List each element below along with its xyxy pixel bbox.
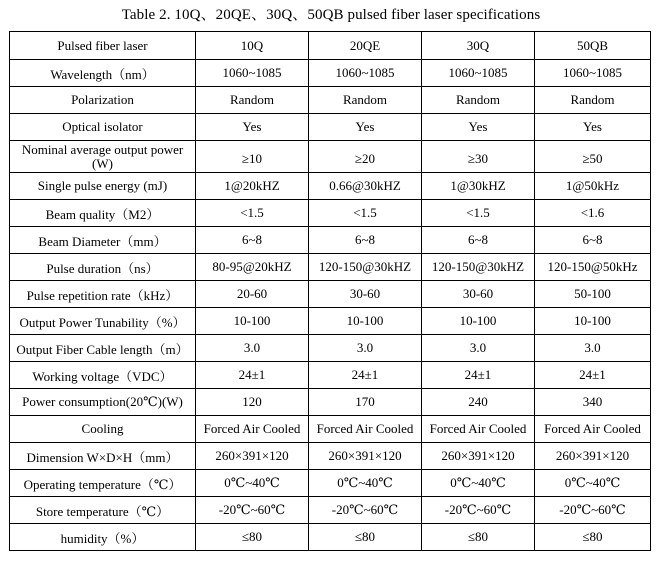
- table-cell: <1.5: [422, 200, 535, 227]
- table-row: [10, 87, 651, 114]
- table-cell: 30-60: [309, 281, 422, 308]
- header-cell-50qb: 50QB: [535, 32, 651, 60]
- table-cell: 24±1: [535, 362, 651, 389]
- table-cell: ≥20: [309, 141, 422, 173]
- specifications-table: [9, 31, 651, 551]
- table-cell: ≤80: [309, 524, 422, 551]
- row-label: Polarization: [10, 87, 196, 114]
- table-cell: -20℃~60℃: [422, 497, 535, 524]
- table-cell: Forced Air Cooled: [422, 416, 535, 443]
- table-cell: Random: [535, 87, 651, 114]
- table-cell: 24±1: [196, 362, 309, 389]
- table-row: [10, 141, 651, 173]
- table-cell: 6~8: [196, 227, 309, 254]
- table-cell: 3.0: [422, 335, 535, 362]
- table-cell: ≤80: [422, 524, 535, 551]
- table-cell: 50-100: [535, 281, 651, 308]
- table-cell: 10-100: [309, 308, 422, 335]
- table-cell: Forced Air Cooled: [196, 416, 309, 443]
- table-cell: 1060~1085: [196, 60, 309, 87]
- table-header-row: [10, 32, 651, 60]
- row-label: humidity（%）: [10, 524, 196, 551]
- row-label: Optical isolator: [10, 114, 196, 141]
- table-cell: Random: [309, 87, 422, 114]
- table-cell: Yes: [309, 114, 422, 141]
- table-cell: 120-150@30kHZ: [422, 254, 535, 281]
- table-cell: 10-100: [196, 308, 309, 335]
- table-cell: 6~8: [422, 227, 535, 254]
- table-cell: 0℃~40℃: [422, 470, 535, 497]
- table-cell: <1.6: [535, 200, 651, 227]
- table-cell: 1060~1085: [535, 60, 651, 87]
- table-cell: 0℃~40℃: [535, 470, 651, 497]
- table-row: [10, 200, 651, 227]
- row-label: Output Fiber Cable length（m）: [10, 335, 196, 362]
- table-row: [10, 254, 651, 281]
- table-cell: Random: [422, 87, 535, 114]
- row-label: Single pulse energy (mJ): [10, 173, 196, 200]
- table-row: [10, 389, 651, 416]
- header-cell-20qe: 20QE: [309, 32, 422, 60]
- table-cell: 0℃~40℃: [309, 470, 422, 497]
- table-cell: Yes: [535, 114, 651, 141]
- table-cell: 260×391×120: [535, 443, 651, 470]
- table-cell: 260×391×120: [422, 443, 535, 470]
- table-cell: Forced Air Cooled: [309, 416, 422, 443]
- table-cell: Random: [196, 87, 309, 114]
- header-cell-model: Pulsed fiber laser: [10, 32, 196, 60]
- table-row: [10, 470, 651, 497]
- table-cell: Yes: [422, 114, 535, 141]
- table-cell: 260×391×120: [309, 443, 422, 470]
- table-cell: 120: [196, 389, 309, 416]
- row-label: Operating temperature（℃）: [10, 470, 196, 497]
- table-cell: 120-150@50kHz: [535, 254, 651, 281]
- table-row: [10, 362, 651, 389]
- row-label: Output Power Tunability（%）: [10, 308, 196, 335]
- table-cell: 0.66@30kHZ: [309, 173, 422, 200]
- table-cell: 1@30kHZ: [422, 173, 535, 200]
- table-cell: 3.0: [196, 335, 309, 362]
- table-cell: ≥10: [196, 141, 309, 173]
- row-label: Beam Diameter（mm）: [10, 227, 196, 254]
- table-cell: 10-100: [535, 308, 651, 335]
- table-cell: 1060~1085: [309, 60, 422, 87]
- table-cell: <1.5: [196, 200, 309, 227]
- table-cell: 30-60: [422, 281, 535, 308]
- row-label: Pulse repetition rate（kHz）: [10, 281, 196, 308]
- table-row: [10, 173, 651, 200]
- table-cell: Forced Air Cooled: [535, 416, 651, 443]
- table-row: [10, 416, 651, 443]
- table-cell: 170: [309, 389, 422, 416]
- table-cell: 1060~1085: [422, 60, 535, 87]
- table-row: [10, 335, 651, 362]
- table-cell: 1@20kHZ: [196, 173, 309, 200]
- row-label: Beam quality（M2）: [10, 200, 196, 227]
- row-label: Store temperature（℃）: [10, 497, 196, 524]
- table-cell: Yes: [196, 114, 309, 141]
- table-cell: 6~8: [309, 227, 422, 254]
- table-cell: 6~8: [535, 227, 651, 254]
- table-row: [10, 524, 651, 551]
- table-row: [10, 281, 651, 308]
- table-cell: ≤80: [535, 524, 651, 551]
- row-label: Power consumption(20℃)(W): [10, 389, 196, 416]
- table-cell: ≥50: [535, 141, 651, 173]
- table-row: [10, 60, 651, 87]
- row-label: Wavelength（nm）: [10, 60, 196, 87]
- table-caption: Table 2. 10Q、20QE、30Q、50QB pulsed fiber laser specifications: [121, 7, 541, 23]
- row-label: Pulse duration（ns）: [10, 254, 196, 281]
- table-cell: 10-100: [422, 308, 535, 335]
- table-row: [10, 443, 651, 470]
- header-cell-30q: 30Q: [422, 32, 535, 60]
- row-label: Dimension W×D×H（mm）: [10, 443, 196, 470]
- row-label: Working voltage（VDC）: [10, 362, 196, 389]
- table-cell: ≥30: [422, 141, 535, 173]
- table-cell: 0℃~40℃: [196, 470, 309, 497]
- table-cell: -20℃~60℃: [196, 497, 309, 524]
- table-cell: 3.0: [535, 335, 651, 362]
- table-cell: ≤80: [196, 524, 309, 551]
- table-cell: -20℃~60℃: [309, 497, 422, 524]
- table-cell: 24±1: [309, 362, 422, 389]
- table-cell: 24±1: [422, 362, 535, 389]
- table-row: [10, 114, 651, 141]
- row-label: Nominal average output power (W): [10, 141, 196, 173]
- table-cell: 240: [422, 389, 535, 416]
- table-cell: 260×391×120: [196, 443, 309, 470]
- table-cell: <1.5: [309, 200, 422, 227]
- table-cell: -20℃~60℃: [535, 497, 651, 524]
- table-cell: 20-60: [196, 281, 309, 308]
- table-row: [10, 308, 651, 335]
- table-row: [10, 497, 651, 524]
- header-cell-10q: 10Q: [196, 32, 309, 60]
- table-cell: 120-150@30kHZ: [309, 254, 422, 281]
- table-cell: 340: [535, 389, 651, 416]
- table-cell: 80-95@20kHZ: [196, 254, 309, 281]
- table-cell: 1@50kHz: [535, 173, 651, 200]
- row-label: Cooling: [10, 416, 196, 443]
- table-cell: 3.0: [309, 335, 422, 362]
- table-row: [10, 227, 651, 254]
